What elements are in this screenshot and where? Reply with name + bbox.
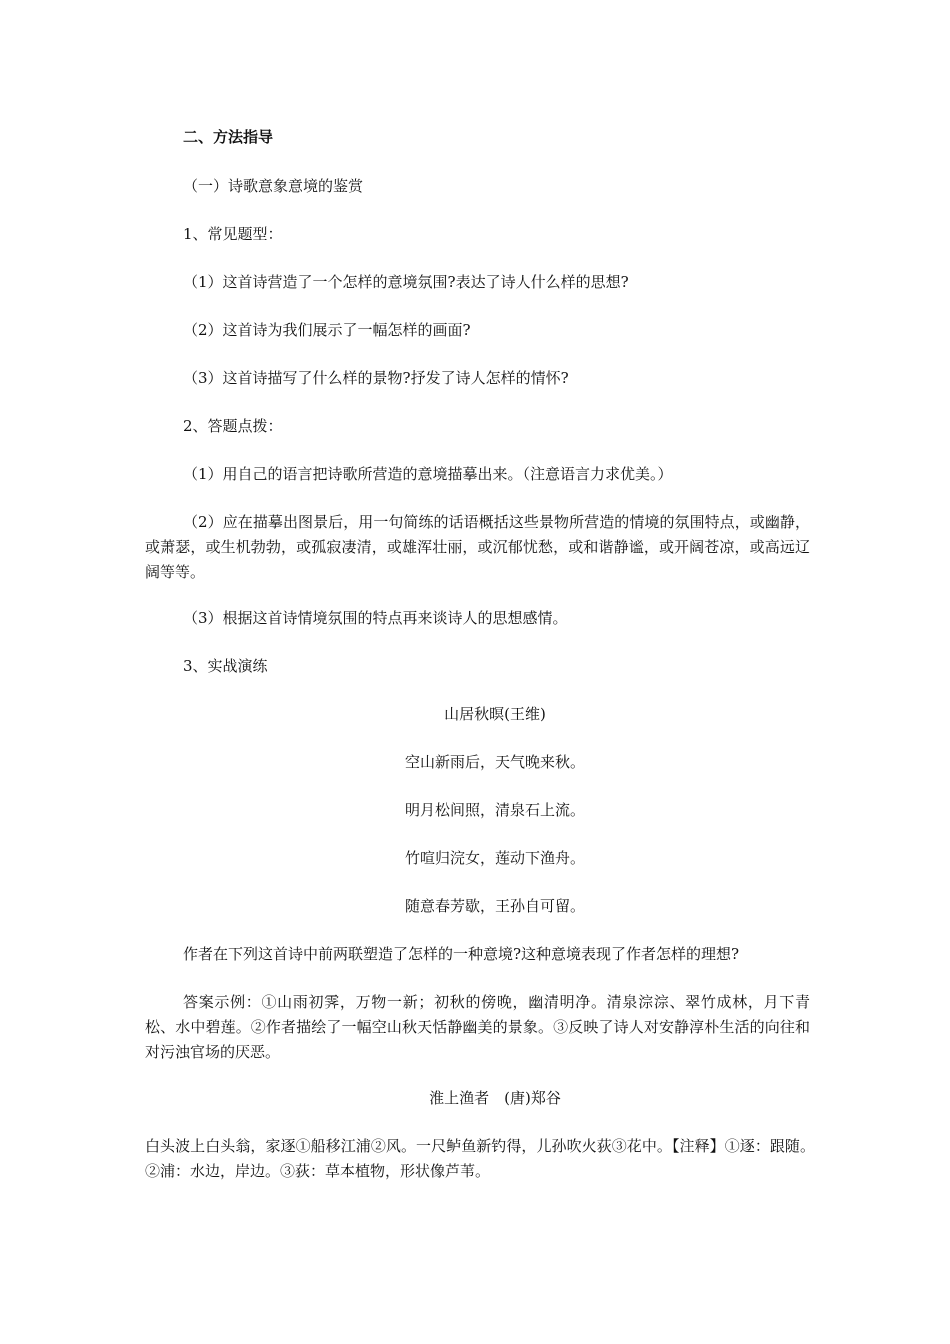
item3-heading: 3、实战演练 xyxy=(183,657,268,675)
question-2: （2）这首诗为我们展示了一幅怎样的画面? xyxy=(183,321,471,339)
poem1-line-2: 明月松间照，清泉石上流。 xyxy=(404,801,585,819)
tip-1: （1）用自己的语言把诗歌所营造的意境描摹出来。（注意语言力求优美。） xyxy=(183,465,673,483)
tip-3: （3）根据这首诗情境氛围的特点再来谈诗人的思想感情。 xyxy=(183,609,568,627)
subsection-title: （一）诗歌意象意境的鉴赏 xyxy=(183,177,364,195)
question-1: （1）这首诗营造了一个怎样的意境氛围?表达了诗人什么样的思想? xyxy=(183,273,629,291)
poem2-title: 淮上渔者 (唐)郑谷 xyxy=(429,1089,561,1107)
poem1-line-4: 随意春芳歇，王孙自可留。 xyxy=(404,897,585,915)
section-title: 二、方法指导 xyxy=(183,128,274,146)
poem1-line-1: 空山新雨后，天气晚来秋。 xyxy=(404,753,585,771)
item1-heading: 1、常见题型： xyxy=(183,225,283,243)
question-3: （3）这首诗描写了什么样的景物?抒发了诗人怎样的情怀? xyxy=(183,369,569,387)
poem1-question: 作者在下列这首诗中前两联塑造了怎样的一种意境?这种意境表现了作者怎样的理想? xyxy=(183,945,740,963)
poem2-text: 白头波上白头翁，家逐①船移江浦②风。一尺鲈鱼新钓得，儿孙吹火荻③花中。【注释】①逐：跟随。②浦：水边，岸边。③荻：草本植物，形状像芦苇。 xyxy=(145,1137,815,1180)
item2-heading: 2、答题点拨： xyxy=(183,417,283,435)
poem1-line-3: 竹喧归浣女，莲动下渔舟。 xyxy=(404,849,585,867)
poem1-title: 山居秋暝(王维) xyxy=(444,705,546,723)
poem1-answer: 答案示例：①山雨初霁，万物一新；初秋的傍晚，幽清明净。清泉淙淙、翠竹成林，月下青松、水中碧莲。②作者描绘了一幅空山秋天恬静幽美的景象。③反映了诗人对安静淳朴生活的向往和对污浊官场的厌恶。 xyxy=(145,993,810,1061)
tip-2: （2）应在描摹出图景后，用一句简练的话语概括这些景物所营造的情境的氛围特点，或幽静，或萧瑟，或生机勃勃，或孤寂凄清，或雄浑壮丽，或沉郁忧愁，或和谐静谧，或开阔苍凉，或高远辽阔等等。 xyxy=(145,513,810,581)
